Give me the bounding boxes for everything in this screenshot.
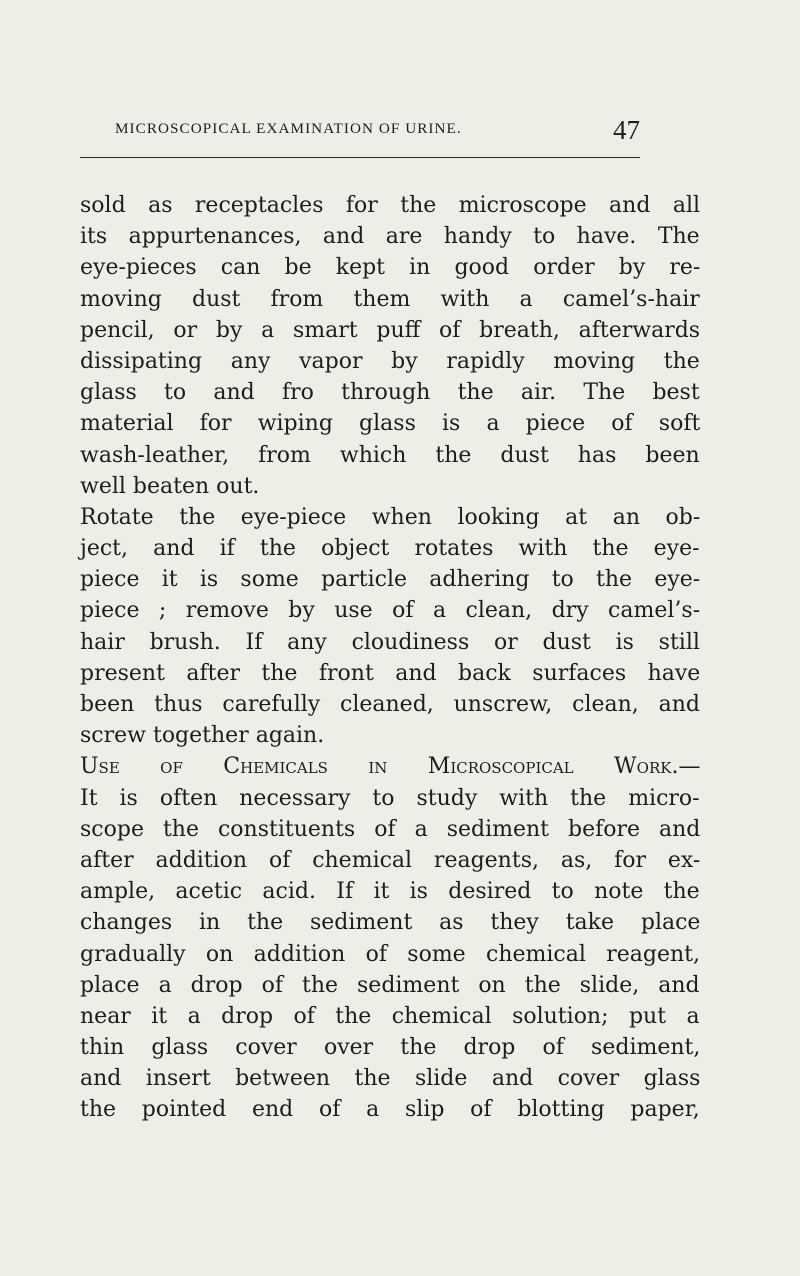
text-line: Rotate the eye-piece when looking at an ob- — [80, 504, 701, 530]
text-line: ject, and if the object rotates with the eye- — [80, 536, 700, 562]
text-line: and insert between the slide and cover glass — [80, 1066, 701, 1092]
text-line: near it a drop of the chemical solution; put a — [80, 1003, 700, 1029]
text-line: It is often necessary to study with the micro- — [80, 785, 700, 811]
text-line: pencil, or by a smart puff of breath, afterwards — [80, 317, 701, 343]
running-head — [80, 113, 640, 153]
text-line: material for wiping glass is a piece of soft — [80, 411, 701, 437]
body-text — [80, 190, 700, 1126]
text-line: moving dust from them with a camel’s-hair — [80, 286, 700, 312]
text-line: hair brush. If any cloudiness or dust is still — [80, 629, 700, 655]
text-line: well beaten out. — [80, 473, 260, 499]
text-line: been thus carefully cleaned, unscrew, clean, and — [80, 692, 700, 717]
text-line: scope the constituents of a sediment before and — [80, 816, 701, 842]
text-line: the pointed end of a slip of blotting paper, — [80, 1097, 700, 1123]
text-line: piece ; remove by use of a clean, dry camel’s- — [80, 598, 701, 624]
page-number: 47 — [613, 115, 640, 145]
text-line: present after the front and back surfaces have — [80, 660, 701, 686]
text-line: place a drop of the sediment on the slide, and — [80, 972, 700, 998]
running-title: MICROSCOPICAL EXAMINATION OF URINE. — [115, 120, 462, 137]
text-line: eye-pieces can be kept in good order by re- — [80, 255, 701, 281]
header-rule — [80, 157, 640, 158]
section-heading-line: Use of Chemicals in Microscopical Work.— — [80, 754, 701, 780]
text-line: sold as receptacles for the microscope and all — [80, 193, 701, 218]
text-line: after addition of chemical reagents, as, for ex- — [80, 847, 701, 873]
text-line: dissipating any vapor by rapidly moving the — [80, 348, 700, 374]
text-line: thin glass cover over the drop of sediment, — [80, 1035, 701, 1061]
text-line: gradually on addition of some chemical reagent, — [80, 941, 700, 967]
text-line: its appurtenances, and are handy to have. The — [80, 224, 700, 250]
text-line: wash-leather, from which the dust has been — [80, 442, 700, 468]
text-line: screw together again. — [80, 723, 325, 749]
text-line: glass to and fro through the air. The best — [80, 380, 700, 406]
text-line: changes in the sediment as they take place — [80, 910, 701, 936]
text-line: ample, acetic acid. If it is desired to note the — [80, 879, 700, 905]
text-line: piece it is some particle adhering to the eye- — [80, 567, 701, 593]
